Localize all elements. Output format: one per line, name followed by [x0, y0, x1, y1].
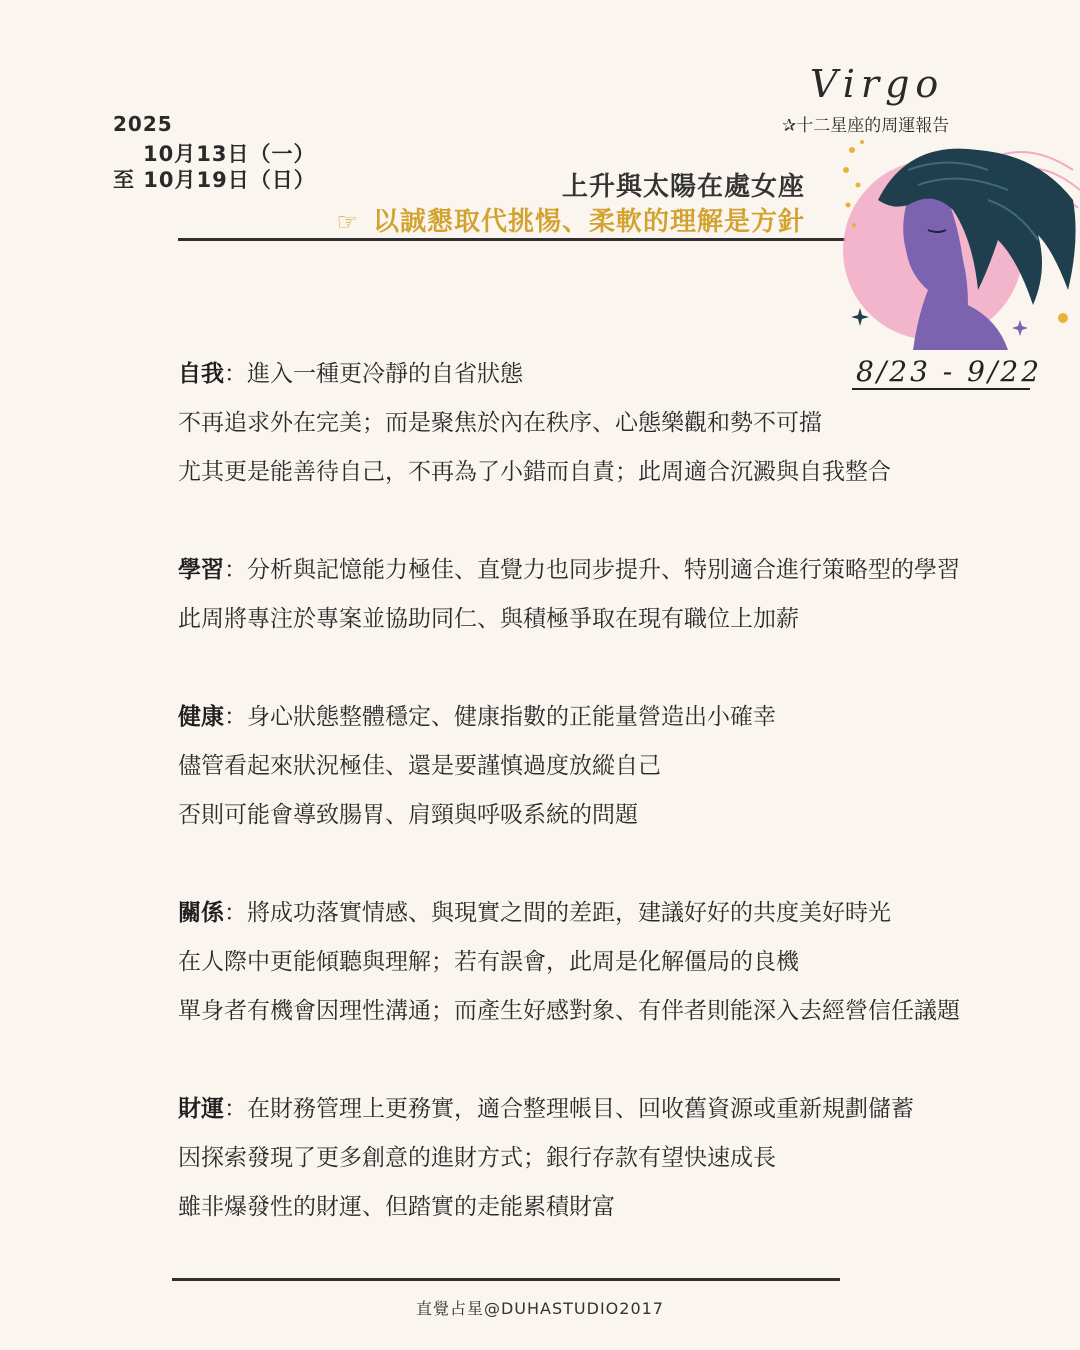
woman-with-flowing-hair-icon: [838, 130, 1080, 350]
section-text: ：分析與記憶能力極佳、直覺力也同步提升、特別適合進行策略型的學習: [224, 557, 960, 583]
brand-title: Virgo: [810, 62, 945, 106]
fortune-section: [178, 350, 1073, 497]
headline: 上升與太陽在處女座: [561, 172, 805, 202]
section-first-line: [178, 889, 1073, 938]
section-first-line: [178, 546, 1073, 595]
section-first-line: [178, 1085, 1073, 1134]
section-label: 財運: [178, 1096, 224, 1122]
section-text: ：進入一種更冷靜的自省狀態: [224, 361, 523, 387]
header-divider: [178, 238, 846, 241]
date-from: 10月13日（一）: [143, 142, 316, 166]
footer-credit: 直覺占星@DUHASTUDIO2017: [415, 1299, 664, 1318]
section-line: 雖非爆發性的財運、但踏實的走能累積財富: [178, 1194, 615, 1220]
section-text: ：在財務管理上更務實，適合整理帳目、回收舊資源或重新規劃儲蓄: [224, 1096, 914, 1122]
section-text: ：將成功落實情感、與現實之間的差距，建議好好的共度美好時光: [224, 900, 891, 926]
date-to: 至 10月19日（日）: [113, 168, 316, 192]
section-first-line: [178, 693, 1073, 742]
fortune-section: [178, 889, 1073, 1036]
section-label: 學習: [178, 557, 224, 583]
date-year: 2025: [113, 112, 173, 136]
fortune-section: [178, 1085, 1073, 1232]
section-line: 此周將專注於專案並協助同仁、與積極爭取在現有職位上加薪: [178, 606, 799, 632]
fortune-section: [178, 546, 1073, 644]
date-range: 8/23 - 9/22: [856, 355, 1043, 388]
section-label: 健康: [178, 704, 224, 730]
section-label: 自我: [178, 361, 224, 387]
section-line: 在人際中更能傾聽與理解；若有誤會，此周是化解僵局的良機: [178, 949, 799, 975]
section-text: ：身心狀態整體穩定、健康指數的正能量營造出小確幸: [224, 704, 776, 730]
section-line: 儘管看起來狀況極佳、還是要謹慎過度放縱自己: [178, 753, 661, 779]
section-line: 尤其更是能善待自己，不再為了小錯而自責；此周適合沉澱與自我整合: [178, 459, 891, 485]
section-line: 因探索發現了更多創意的進財方式；銀行存款有望快速成長: [178, 1145, 776, 1171]
brand-subtitle: ✰十二星座的周運報告: [782, 116, 950, 136]
subheadline-text: 以誠懇取代挑惕、柔軟的理解是方針: [372, 207, 805, 237]
section-first-line: [178, 350, 1073, 399]
section-line: 不再追求外在完美；而是聚焦於內在秩序、心態樂觀和勢不可擋: [178, 410, 822, 436]
pointing-hand-icon: ☞: [336, 208, 359, 236]
section-label: 關係: [178, 900, 224, 926]
section-line: 否則可能會導致腸胃、肩頸與呼吸系統的問題: [178, 802, 638, 828]
fortune-sections: [178, 350, 1073, 1281]
fortune-section: [178, 693, 1073, 840]
subheadline: [336, 201, 805, 238]
footer-divider: [172, 1278, 840, 1281]
section-line: 單身者有機會因理性溝通；而產生好感對象、有伴者則能深入去經營信任議題: [178, 998, 960, 1024]
